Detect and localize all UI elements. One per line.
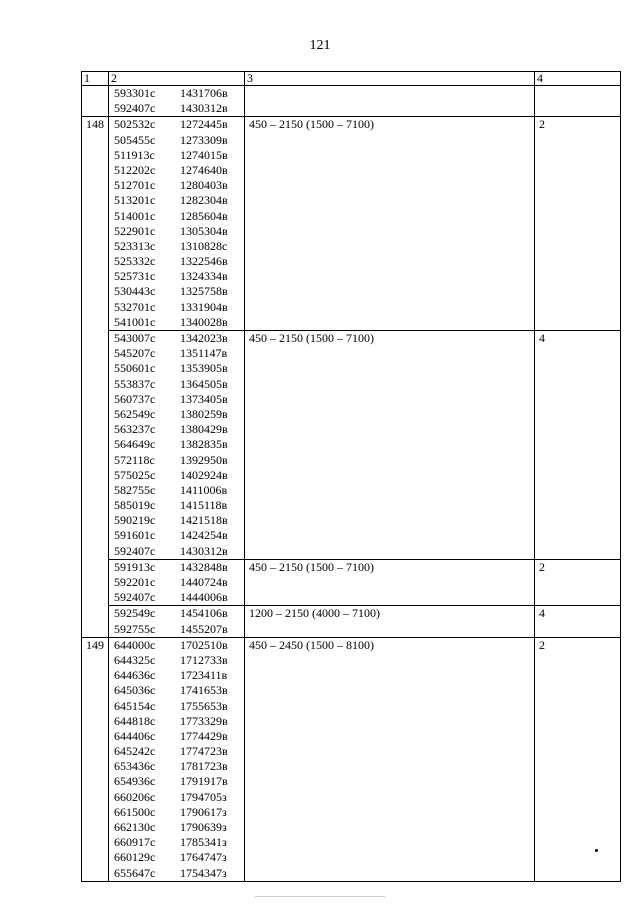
coordinate-pair bbox=[114, 714, 244, 729]
coordinate-pair bbox=[114, 590, 244, 605]
coordinate-pair bbox=[114, 638, 244, 653]
longitude-value: 1790617з bbox=[180, 804, 227, 819]
latitude-value: 591913с bbox=[114, 559, 156, 574]
latitude-value: 660206с bbox=[114, 789, 156, 804]
latitude-value: 575025с bbox=[114, 467, 156, 482]
longitude-value: 1411006в bbox=[180, 482, 228, 497]
latitude-value: 532701с bbox=[114, 299, 156, 314]
row-number-cell: 148 bbox=[82, 117, 109, 637]
coordinate-pair bbox=[114, 759, 244, 774]
coordinates-cell bbox=[109, 86, 245, 117]
coordinate-pair bbox=[114, 163, 244, 178]
longitude-value: 1723411в bbox=[180, 668, 228, 683]
longitude-value: 1380259в bbox=[180, 406, 228, 421]
coordinate-pair bbox=[114, 437, 244, 452]
coordinate-pair bbox=[114, 683, 244, 698]
range-cell bbox=[245, 86, 535, 117]
coordinate-pair bbox=[114, 774, 244, 789]
longitude-value: 1421518в bbox=[180, 513, 228, 528]
latitude-value: 523313с bbox=[114, 238, 156, 253]
latitude-value: 662130с bbox=[114, 820, 156, 834]
table-row bbox=[82, 331, 621, 560]
longitude-value: 1280403в bbox=[180, 178, 228, 193]
coordinate-pair bbox=[114, 498, 244, 513]
coordinate-pair bbox=[114, 346, 244, 361]
coordinates-cell bbox=[109, 117, 245, 331]
coordinate-pair bbox=[114, 850, 244, 865]
latitude-value: 511913с bbox=[114, 147, 155, 162]
coordinate-pair bbox=[114, 331, 244, 346]
coordinates-cell bbox=[109, 606, 245, 637]
coordinate-pair bbox=[114, 835, 244, 850]
longitude-value: 1364505в bbox=[180, 376, 228, 391]
coordinate-pair bbox=[114, 284, 244, 299]
longitude-value: 1380429в bbox=[180, 422, 228, 437]
longitude-value: 1325758в bbox=[180, 284, 228, 299]
latitude-value: 512202с bbox=[114, 162, 156, 177]
latitude-value: 592407с bbox=[114, 101, 156, 116]
longitude-value: 1791917в bbox=[180, 774, 228, 789]
longitude-value: 1351147в bbox=[180, 346, 228, 361]
longitude-value: 1430312в bbox=[180, 101, 228, 116]
coordinate-pair bbox=[114, 254, 244, 269]
latitude-value: 525332с bbox=[114, 254, 156, 269]
row-number-cell: 149 bbox=[82, 637, 109, 881]
longitude-value: 1322546в bbox=[180, 254, 228, 269]
stray-dot-mark bbox=[595, 849, 598, 852]
coordinate-pair bbox=[114, 407, 244, 422]
longitude-value: 1415118в bbox=[180, 498, 228, 513]
header-col-2: 2 bbox=[109, 72, 245, 86]
latitude-value: 592549с bbox=[114, 606, 156, 621]
header-col-4: 4 bbox=[535, 72, 621, 86]
latitude-value: 593301с bbox=[114, 86, 156, 100]
latitude-value: 513201с bbox=[114, 193, 156, 208]
coordinate-pair bbox=[114, 729, 244, 744]
latitude-value: 512701с bbox=[114, 178, 156, 193]
latitude-value: 655647с bbox=[114, 865, 156, 880]
range-cell: 450 – 2150 (1500 – 7100) bbox=[245, 559, 535, 606]
coordinates-cell bbox=[109, 331, 245, 560]
latitude-value: 644636с bbox=[114, 668, 156, 683]
longitude-value: 1305304в bbox=[180, 223, 228, 238]
value-cell: 4 bbox=[535, 331, 621, 560]
longitude-value: 1773329в bbox=[180, 713, 228, 728]
latitude-value: 525731с bbox=[114, 269, 156, 284]
latitude-value: 572118с bbox=[114, 452, 155, 467]
latitude-value: 645036с bbox=[114, 683, 156, 698]
latitude-value: 563237с bbox=[114, 422, 156, 437]
longitude-value: 1431706в bbox=[180, 86, 228, 100]
table-header-row bbox=[82, 72, 621, 86]
latitude-value: 591601с bbox=[114, 528, 156, 543]
coordinate-pair bbox=[114, 422, 244, 437]
longitude-value: 1324334в bbox=[180, 269, 228, 284]
latitude-value: 592407с bbox=[114, 543, 156, 558]
coordinate-pair bbox=[114, 805, 244, 820]
longitude-value: 1430312в bbox=[180, 543, 228, 558]
longitude-value: 1432848в bbox=[180, 559, 228, 574]
coordinate-pair bbox=[114, 468, 244, 483]
coordinate-pair bbox=[114, 239, 244, 254]
latitude-value: 514001с bbox=[114, 208, 156, 223]
latitude-value: 592755с bbox=[114, 621, 156, 636]
coordinate-pair bbox=[114, 560, 244, 575]
coordinate-pair bbox=[114, 790, 244, 805]
coordinate-pair bbox=[114, 101, 244, 116]
value-cell: 2 bbox=[535, 637, 621, 881]
table-row bbox=[82, 637, 621, 881]
longitude-value: 1785341з bbox=[180, 835, 227, 850]
latitude-value: 644406с bbox=[114, 728, 156, 743]
coordinate-pair bbox=[114, 178, 244, 193]
coordinate-pair bbox=[114, 86, 244, 101]
value-cell: 2 bbox=[535, 117, 621, 331]
coordinate-pair bbox=[114, 544, 244, 559]
longitude-value: 1774429в bbox=[180, 728, 228, 743]
latitude-value: 653436с bbox=[114, 759, 156, 774]
value-cell: 2 bbox=[535, 559, 621, 606]
coordinate-pair bbox=[114, 513, 244, 528]
longitude-value: 1373405в bbox=[180, 391, 228, 406]
range-cell: 450 – 2150 (1500 – 7100) bbox=[245, 331, 535, 560]
longitude-value: 1440724в bbox=[180, 575, 228, 589]
longitude-value: 1454106в bbox=[180, 606, 228, 621]
value-cell: 4 bbox=[535, 606, 621, 637]
header-col-1: 1 bbox=[82, 72, 109, 86]
page-number: 121 bbox=[309, 38, 331, 53]
latitude-value: 502532с bbox=[114, 117, 156, 132]
longitude-value: 1712733в bbox=[180, 652, 228, 667]
header-col-3: 3 bbox=[245, 72, 535, 86]
latitude-value: 654936с bbox=[114, 774, 156, 789]
coordinate-pair bbox=[114, 361, 244, 376]
latitude-value: 592407с bbox=[114, 590, 156, 605]
longitude-value: 1755653в bbox=[180, 698, 228, 713]
coordinates-cell bbox=[109, 637, 245, 881]
longitude-value: 1455207в bbox=[180, 621, 228, 636]
coordinate-pair bbox=[114, 866, 244, 881]
table-row bbox=[82, 559, 621, 606]
coordinate-pair bbox=[114, 315, 244, 330]
coordinate-pair bbox=[114, 300, 244, 315]
footer-line bbox=[255, 896, 385, 897]
longitude-value: 1774723в bbox=[180, 744, 228, 759]
latitude-value: 564649с bbox=[114, 437, 156, 452]
latitude-value: 592201с bbox=[114, 575, 156, 589]
latitude-value: 645242с bbox=[114, 744, 156, 759]
longitude-value: 1342023в bbox=[180, 331, 228, 345]
coordinate-pair bbox=[114, 699, 244, 714]
latitude-value: 543007с bbox=[114, 331, 156, 345]
longitude-value: 1444006в bbox=[180, 590, 228, 605]
longitude-value: 1382835в bbox=[180, 437, 228, 452]
longitude-value: 1741653в bbox=[180, 683, 228, 698]
table-row bbox=[82, 86, 621, 117]
coordinate-pair bbox=[114, 269, 244, 284]
latitude-value: 660917с bbox=[114, 835, 156, 850]
longitude-value: 1402924в bbox=[180, 467, 228, 482]
coordinate-pair bbox=[114, 453, 244, 468]
latitude-value: 530443с bbox=[114, 284, 156, 299]
longitude-value: 1790639з bbox=[180, 820, 227, 834]
latitude-value: 585019с bbox=[114, 498, 156, 513]
latitude-value: 553837с bbox=[114, 376, 156, 391]
longitude-value: 1702510в bbox=[180, 637, 228, 652]
latitude-value: 660129с bbox=[114, 850, 156, 865]
range-cell: 1200 – 2150 (4000 – 7100) bbox=[245, 606, 535, 637]
longitude-value: 1331904в bbox=[180, 299, 228, 314]
table-row bbox=[82, 117, 621, 331]
coordinate-pair bbox=[114, 209, 244, 224]
latitude-value: 550601с bbox=[114, 361, 156, 376]
longitude-value: 1424254в bbox=[180, 528, 228, 543]
longitude-value: 1272445в bbox=[180, 117, 228, 132]
longitude-value: 1285604в bbox=[180, 208, 228, 223]
coordinates-table bbox=[81, 71, 621, 882]
longitude-value: 1764747з bbox=[180, 850, 227, 865]
coordinate-pair bbox=[114, 377, 244, 392]
coordinate-pair bbox=[114, 668, 244, 683]
longitude-value: 1754347з bbox=[180, 865, 227, 880]
coordinate-pair bbox=[114, 606, 244, 621]
latitude-value: 644325с bbox=[114, 652, 156, 667]
longitude-value: 1794705з bbox=[180, 789, 227, 804]
latitude-value: 522901с bbox=[114, 223, 156, 238]
coordinate-pair bbox=[114, 392, 244, 407]
range-cell: 450 – 2450 (1500 – 8100) bbox=[245, 637, 535, 881]
longitude-value: 1273309в bbox=[180, 132, 228, 147]
coordinate-pair bbox=[114, 653, 244, 668]
coordinate-pair bbox=[114, 193, 244, 208]
coordinates-cell bbox=[109, 559, 245, 606]
latitude-value: 590219с bbox=[114, 513, 156, 528]
value-cell bbox=[535, 86, 621, 117]
longitude-value: 1781723в bbox=[180, 759, 228, 774]
longitude-value: 1310828с bbox=[180, 238, 228, 253]
longitude-value: 1274015в bbox=[180, 147, 228, 162]
longitude-value: 1340028в bbox=[180, 314, 228, 329]
longitude-value: 1392950в bbox=[180, 452, 228, 467]
latitude-value: 644818с bbox=[114, 713, 156, 728]
latitude-value: 582755с bbox=[114, 482, 156, 497]
coordinate-pair bbox=[114, 575, 244, 590]
row-number-cell bbox=[82, 86, 109, 117]
longitude-value: 1274640в bbox=[180, 162, 228, 177]
range-cell: 450 – 2150 (1500 – 7100) bbox=[245, 117, 535, 331]
coordinate-pair bbox=[114, 117, 244, 132]
coordinate-pair bbox=[114, 224, 244, 239]
longitude-value: 1353905в bbox=[180, 361, 228, 376]
coordinate-pair bbox=[114, 622, 244, 637]
coordinate-pair bbox=[114, 744, 244, 759]
longitude-value: 1282304в bbox=[180, 193, 228, 208]
latitude-value: 505455с bbox=[114, 132, 156, 147]
latitude-value: 541001с bbox=[114, 314, 156, 329]
coordinate-pair bbox=[114, 148, 244, 163]
coordinate-pair bbox=[114, 820, 244, 835]
coordinate-pair bbox=[114, 483, 244, 498]
latitude-value: 644000с bbox=[114, 637, 156, 652]
latitude-value: 645154с bbox=[114, 698, 156, 713]
coordinate-pair bbox=[114, 528, 244, 543]
coordinate-pair bbox=[114, 133, 244, 148]
table-row bbox=[82, 606, 621, 637]
latitude-value: 562549с bbox=[114, 406, 156, 421]
latitude-value: 560737с bbox=[114, 391, 156, 406]
latitude-value: 545207с bbox=[114, 346, 156, 361]
latitude-value: 661500с bbox=[114, 804, 156, 819]
